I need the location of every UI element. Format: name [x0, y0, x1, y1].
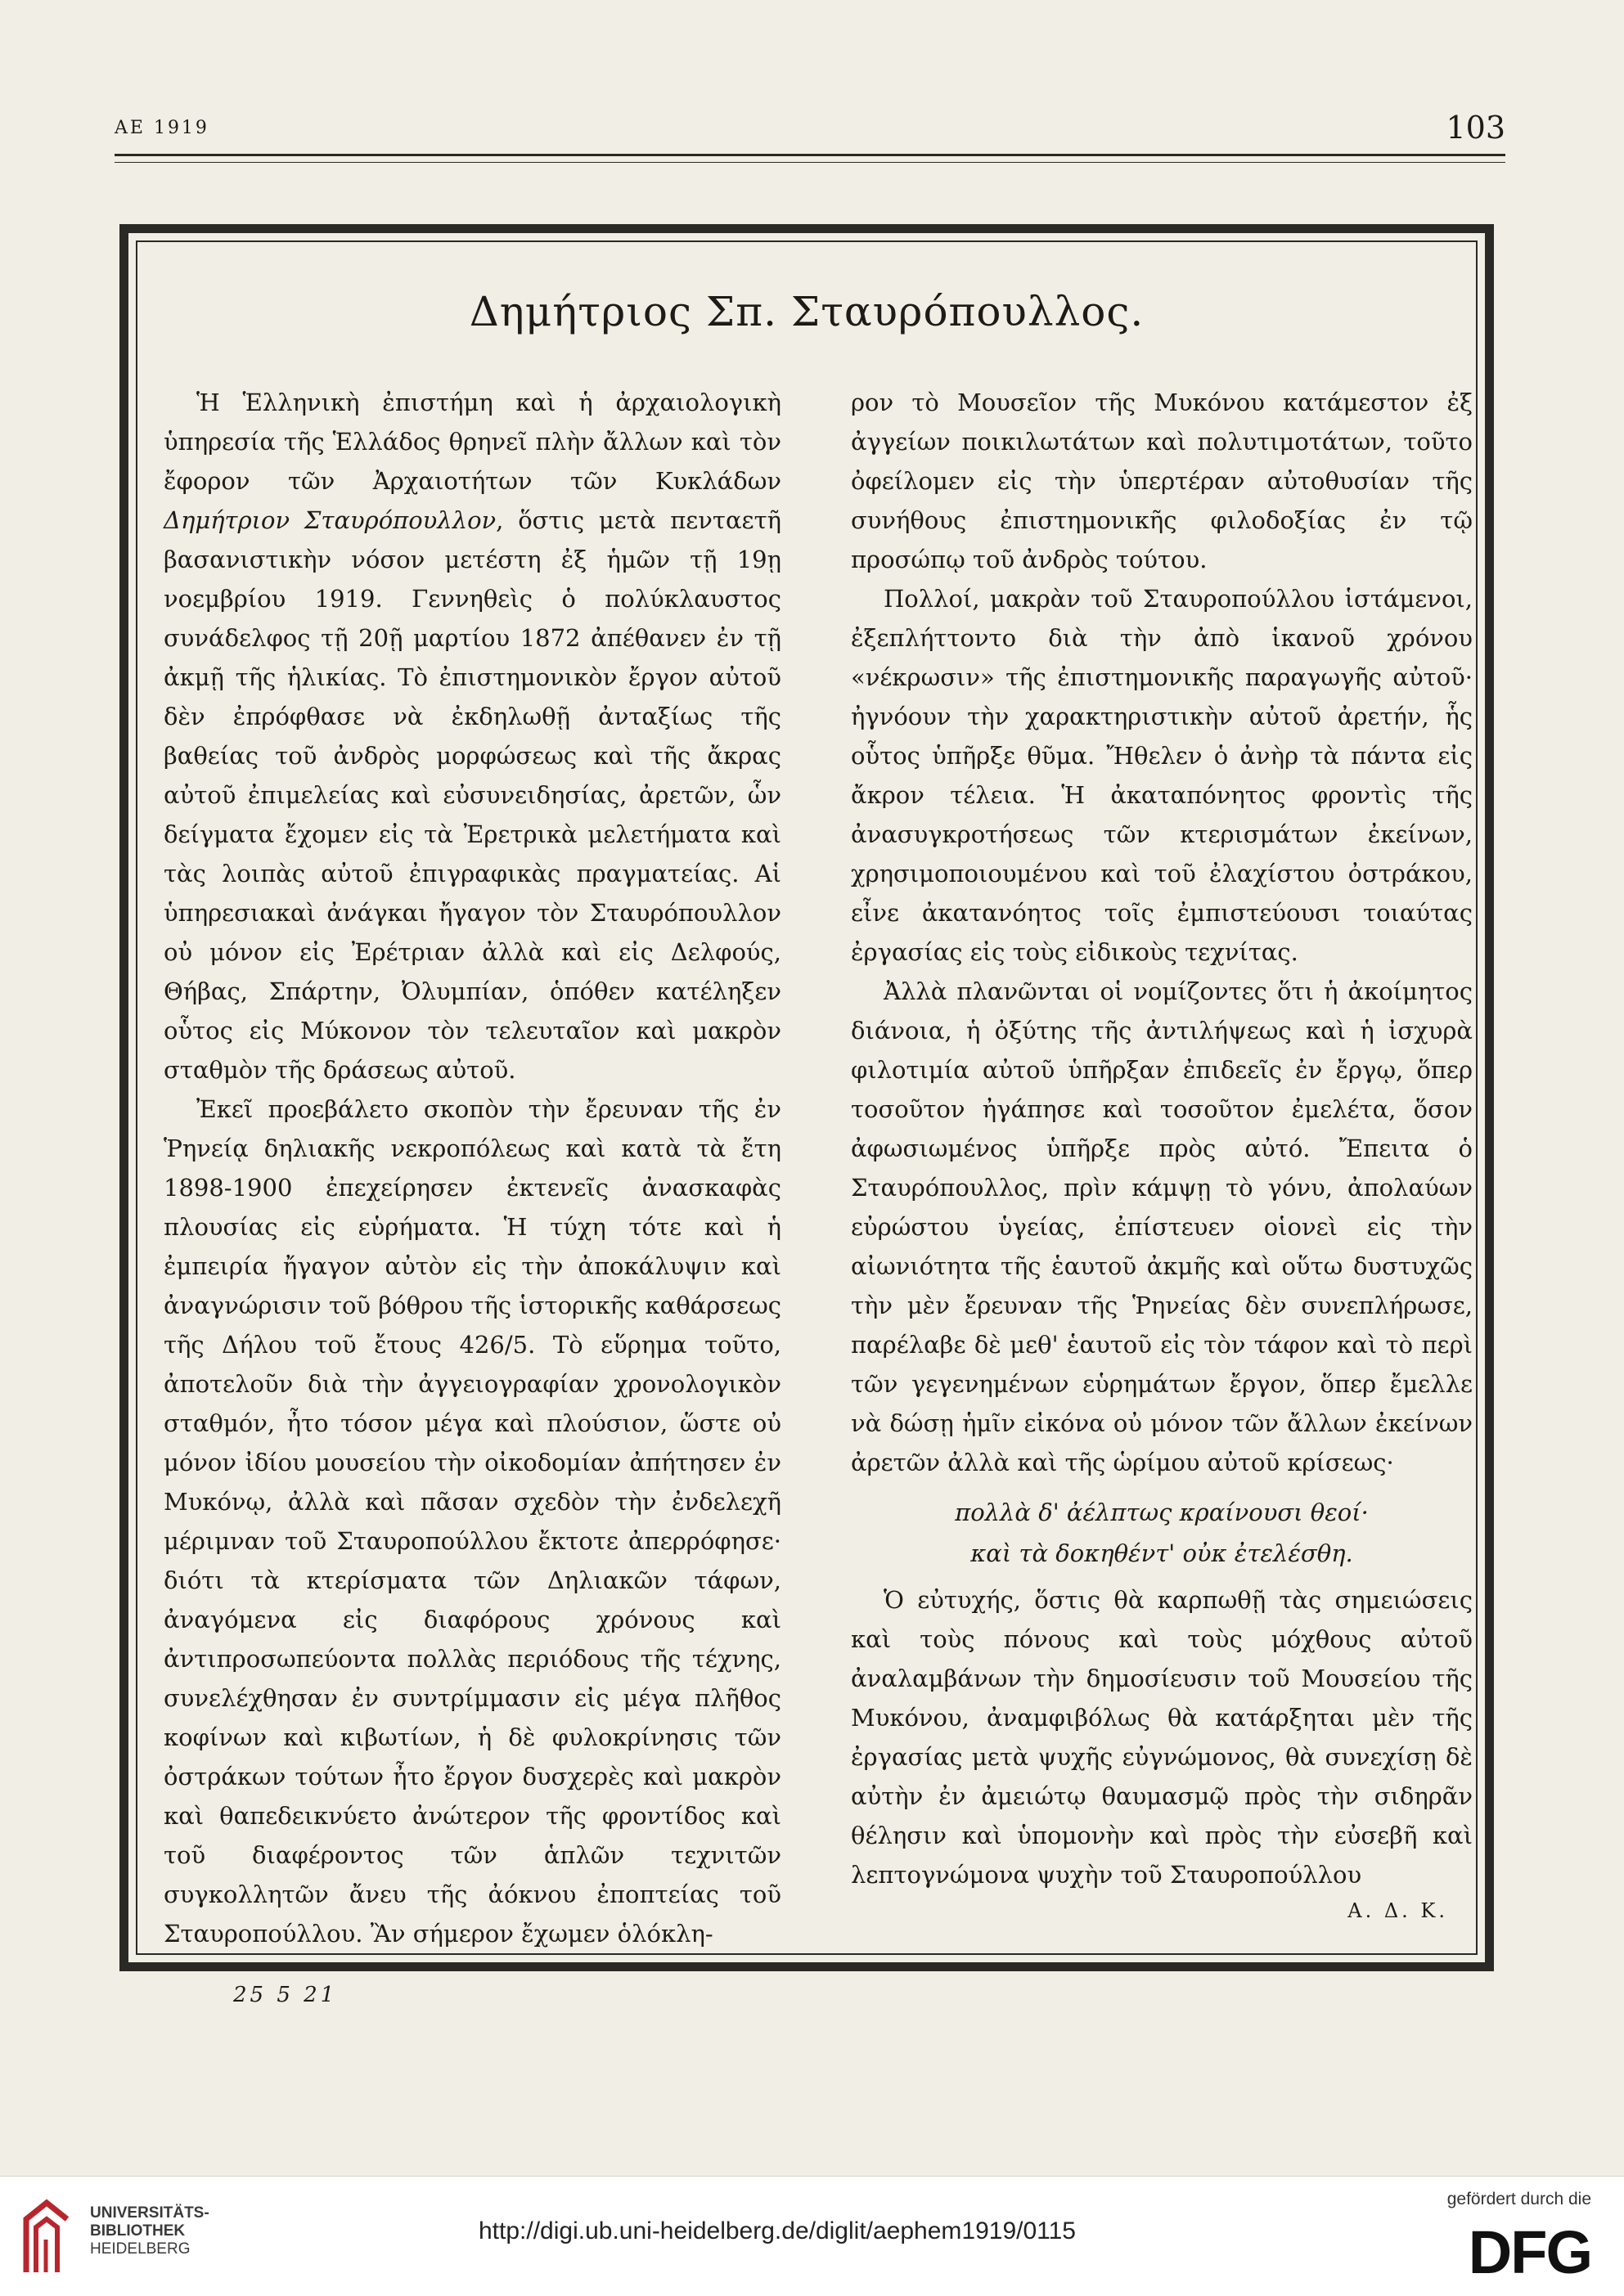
- running-head: [115, 110, 1505, 147]
- dfg-logo-icon[interactable]: DFG: [1468, 2218, 1591, 2286]
- left-column: [164, 383, 781, 1953]
- handwritten-date: 25 5 21: [233, 1983, 338, 2007]
- paragraph: ρον τὸ Μουσεῖον τῆς Μυκόνου κατάμεστον ἐξ ἀγγείων ποικιλωτάτων καὶ πολυτιμοτάτων, τοῦτο ὀφείλομεν εἰς τὴν ὑπερτέραν αὐτοθυσίαν τῆς συνήθους ἐπιστημονικῆς φιλοδοξίας ἐν τῷ προσώπῳ τοῦ ἀνδρὸς τούτου.: [851, 389, 1473, 573]
- viewer-footer-bar: [0, 2176, 1624, 2296]
- paragraph: Ἐκεῖ προεβάλετο σκοπὸν τὴν ἔρευναν τῆς ἐν Ῥηνείᾳ δηλιακῆς νεκροπόλεως καὶ κατὰ τὰ ἔτη 1898-1900 ἐπεχείρησεν ἐκτενεῖς ἀνασκαφὰς πλουσίας εἰς εὑρήματα. Ἡ τύχη τότε καὶ ἡ ἐμπειρία ἤγαγον αὐτὸν εἰς τὴν ἀποκάλυψιν καὶ ἀναγνώρισιν τοῦ βόθρου τῆς ἱστορικῆς καθάρσεως τῆς Δήλου τοῦ ἔτους 426/5. Τὸ εὕρημα τοῦτο, ἀποτελοῦν διὰ τὴν ἀγγειογραφίαν χρονολογικὸν σταθμόν, ἦτο τόσον μέγα καὶ πλούσιον, ὥστε οὐ μόνον ἰδίου μουσείου τὴν οἰκοδομίαν ἀπήτησεν ἐν Μυκόνῳ, ἀλλὰ καὶ πᾶσαν σχεδὸν τὴν ἐνδελεχῆ μέριμναν τοῦ Σταυροπούλλου ἔκτοτε ἀπερρόφησε· διότι τὰ κτερίσματα τῶν Δηλιακῶν τάφων, ἀναγόμενα εἰς διαφόρους χρόνους καὶ ἀντιπροσωπεύοντα πολλὰς περιόδους τῆς τέχνης, συνελέχθησαν ἐν συντρίμμασιν εἰς μέγα πλῆθος κοφίνων καὶ κιβωτίων, ἡ δὲ φυλοκρίνησις τῶν ὀστράκων τούτων ἦτο ἔργον δυσχερὲς καὶ μακρὸν καὶ θαπεδεικνύετο ἀνώτερον τῆς φροντίδος καὶ τοῦ διαφέροντος τῶν ἁπλῶν τεχνιτῶν συγκολλητῶν ἄνευ τῆς ἀόκνου ἐποπτείας τοῦ Σταυροπούλλου. Ἂν σήμερον ἔχωμεν ὁλόκλη-: [164, 1095, 781, 1948]
- header-rule: [115, 154, 1505, 156]
- paragraph: Ἡ Ἑλληνικὴ ἐπιστήμη καὶ ἡ ἀρχαιολογικὴ ὑπηρεσία τῆς Ἑλλάδος θρηνεῖ πλὴν ἄλλων καὶ τὸν ἔφορον τῶν Ἀρχαιοτήτων τῶν Κυκλάδων Δημήτριον Σταυρόπουλλον, ὅστις μετὰ πενταετῆ βασανιστικὴν νόσον μετέστη ἐξ ἡμῶν τῇ 19ῃ νοεμβρίου 1919. Γεννηθεὶς ὁ πολύκλαυστος συνάδελφος τῇ 20ῇ μαρτίου 1872 ἀπέθανεν ἐν τῇ ἀκμῇ τῆς ἡλικίας. Τὸ ἐπιστημονικὸν ἔργον αὐτοῦ δὲν ἐπρόφθασε νὰ ἐκδηλωθῇ ἀνταξίως τῆς βαθείας τοῦ ἀνδρὸς μορφώσεως καὶ τῆς ἄκρας αὐτοῦ ἐπιμελείας καὶ εὐσυνειδησίας, ἀρετῶν, ὧν δείγματα ἔχομεν εἰς τὰ Ἐρετρικὰ μελετήματα καὶ τὰς λοιπὰς αὐτοῦ ἐπιγραφικὰς πραγματείας. Αἱ ὑπηρεσιακαὶ ἀνάγκαι ἤγαγον τὸν Σταυρόπουλλον οὐ μόνον εἰς Ἐρέτριαν ἀλλὰ καὶ εἰς Δελφούς, Θήβας, Σπάρτην, Ὀλυμπίαν, ὁπόθεν κατέληξεν οὗτος εἰς Μύκονον τὸν τελευταῖον καὶ μακρὸν σταθμὸν τῆς δράσεως αὐτοῦ.: [164, 389, 781, 1084]
- signature: Α. Δ. Κ.: [1347, 1899, 1448, 1922]
- university-library-logo-icon[interactable]: [18, 2195, 75, 2276]
- paragraph: Ἀλλὰ πλανῶνται οἱ νομίζοντες ὅτι ἡ ἀκοίμητος διάνοια, ἡ ὀξύτης τῆς ἀντιλήψεως καὶ ἡ ἰσχυρὰ φιλοτιμία αὐτοῦ ὑπῆρξαν ἐπιδεεῖς ἐν ἔργῳ, ὅπερ τοσοῦτον ἠγάπησε καὶ τοσοῦτον ἐμελέτα, ὅσον ἀφωσιωμένος ὑπῆρξε πρὸς αὐτό. Ἔπειτα ὁ Σταυρόπουλλος, πρὶν κάμψῃ τὸ γόνυ, ἀπολαύων εὐρώστου ὑγείας, ἐπίστευεν οἱονεὶ εἰς τὴν αἰωνιότητα τῆς ἑαυτοῦ ἀκμῆς καὶ οὕτω δυστυχῶς τὴν μὲν ἔρευναν τῆς Ῥηνείας δὲν συνεπλήρωσε, παρέλαβε δὲ μεθ' ἑαυτοῦ εἰς τὸν τάφον καὶ τὸ περὶ τῶν γεγενημένων εὑρημάτων ἔργον, ὅπερ ἔμελλε νὰ δώσῃ ἡμῖν εἰκόνα οὐ μόνον τῶν ἄλλων ἐκείνων ἀρετῶν ἀλλὰ καὶ τῆς ὡρίμου αὐτοῦ κρίσεως·: [851, 977, 1473, 1476]
- right-column: [851, 383, 1473, 1927]
- paragraph: Πολλοί, μακρὰν τοῦ Σταυροπούλλου ἱστάμενοι, ἐξεπλήττοντο διὰ τὴν ἀπὸ ἱκανοῦ χρόνου «νέκρωσιν» τῆς ἐπιστημονικῆς παραγωγῆς αὐτοῦ· ἠγνόουν τὴν χαρακτηριστικὴν αὐτοῦ ἀρετήν, ἧς οὗτος ὑπῆρξε θῦμα. Ἤθελεν ὁ ἀνὴρ τὰ πάντα εἰς ἄκρον τέλεια. Ἡ ἀκαταπόνητος φροντὶς τῆς ἀνασυγκροτήσεως τῶν κτερισμάτων ἐκείνων, χρησιμοποιουμένου καὶ τοῦ ἐλαχίστου ὀστράκου, εἶνε ἀκατανόητος τοῖς ἐμπιστεύουσι τοιαύτας ἐργασίας εἰς τοὺς εἰδικοὺς τεχνίτας.: [851, 585, 1473, 966]
- name-emphasis: Δημήτριον Σταυρόπουλλον: [164, 506, 497, 534]
- journal-year: ΑΕ 1919: [115, 118, 209, 138]
- header-rule-thin: [115, 162, 1505, 163]
- funder-label: gefördert durch die: [1446, 2190, 1591, 2208]
- verse-line: καὶ τὰ δοκηθέντ' οὐκ ἐτελέσθη.: [970, 1539, 1353, 1567]
- article-title: Δημήτριος Σπ. Σταυρόπουλλος.: [469, 288, 1145, 335]
- verse-quote: [851, 1492, 1473, 1574]
- page-number: 103: [1446, 110, 1505, 146]
- closing-paragraph: Ὁ εὐτυχής, ὅστις θὰ καρπωθῇ τὰς σημειώσεις καὶ τοὺς πόνους καὶ τοὺς μόχθους αὐτοῦ ἀναλαμβάνων τὴν δημοσίευσιν τοῦ Μουσείου τῆς Μυκόνου, ἀναμφιβόλως θὰ κατάρξηται μὲν τῆς ἐργασίας μετὰ ψυχῆς εὐγνώμονος, θὰ συνεχίσῃ δὲ αὐτὴν ἐν ἀμειώτῳ θαυμασμῷ πρὸς τὴν σιδηρᾶν θέλησιν καὶ ὑπομονὴν καὶ πρὸς τὴν εὐσεβῆ καὶ λεπτογνώμονα ψυχὴν τοῦ Σταυροπούλλου: [851, 1586, 1473, 1889]
- library-name[interactable]: UNIVERSITÄTS- BIBLIOTHEK HEIDELBERG: [90, 2204, 209, 2258]
- verse-line: πολλὰ δ' ἀέλπτως κραίνουσι θεοί·: [955, 1498, 1369, 1526]
- permalink-url[interactable]: http://digi.ub.uni-heidelberg.de/diglit/aephem1919/0115: [479, 2217, 1076, 2244]
